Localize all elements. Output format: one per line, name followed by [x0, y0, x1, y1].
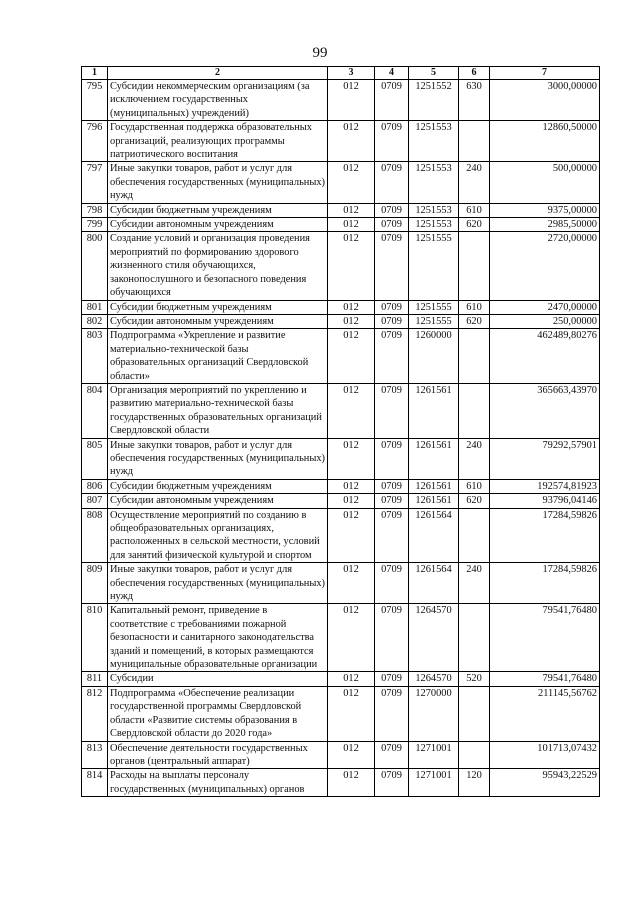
target-article-code: 1251555 — [409, 314, 459, 328]
target-article-code: 1264570 — [409, 604, 459, 672]
ministry-code: 012 — [328, 232, 375, 300]
expense-name: Капитальный ремонт, приведение в соответствие с требованиями пожарной безопасности и санитарного законодательства зданий и помещений, в которых размещаются муниципальные образовательные организации — [108, 604, 328, 672]
expense-name: Обеспечение деятельности государственных органов (центральный аппарат) — [108, 741, 328, 769]
table-header-row — [82, 67, 600, 80]
target-article-code: 1251555 — [409, 232, 459, 300]
section-code: 0709 — [375, 438, 409, 479]
table-row — [82, 232, 600, 300]
target-article-code: 1251555 — [409, 300, 459, 314]
section-code: 0709 — [375, 314, 409, 328]
ministry-code: 012 — [328, 300, 375, 314]
ministry-code: 012 — [328, 314, 375, 328]
target-article-code: 1270000 — [409, 686, 459, 741]
section-code: 0709 — [375, 741, 409, 769]
row-number: 806 — [82, 479, 108, 493]
amount: 9375,00000 — [490, 203, 600, 217]
ministry-code: 012 — [328, 80, 375, 121]
target-article-code: 1271001 — [409, 769, 459, 797]
amount: 2470,00000 — [490, 300, 600, 314]
target-article-code: 1251552 — [409, 80, 459, 121]
section-code: 0709 — [375, 329, 409, 384]
target-article-code: 1261561 — [409, 438, 459, 479]
ministry-code: 012 — [328, 203, 375, 217]
section-code: 0709 — [375, 479, 409, 493]
expense-name: Создание условий и организация проведения мероприятий по формированию здорового жизненного стиля обучающихся, законопослушного и безопасного поведения обучающихся — [108, 232, 328, 300]
row-number: 803 — [82, 329, 108, 384]
section-code: 0709 — [375, 80, 409, 121]
section-code: 0709 — [375, 672, 409, 686]
row-number: 795 — [82, 80, 108, 121]
expense-type-code — [459, 686, 490, 741]
section-code: 0709 — [375, 686, 409, 741]
table-row — [82, 80, 600, 121]
expense-type-code: 610 — [459, 300, 490, 314]
table-row — [82, 329, 600, 384]
expense-type-code — [459, 604, 490, 672]
amount: 79541,76480 — [490, 604, 600, 672]
page-number: 99 — [312, 45, 328, 61]
expense-name: Субсидии автономным учреждениям — [108, 494, 328, 508]
section-code: 0709 — [375, 508, 409, 563]
column-header-5: 5 — [409, 67, 459, 80]
expense-name: Субсидии автономным учреждениям — [108, 314, 328, 328]
table-row — [82, 218, 600, 232]
ministry-code: 012 — [328, 672, 375, 686]
expense-name: Субсидии бюджетным учреждениям — [108, 300, 328, 314]
section-code: 0709 — [375, 300, 409, 314]
ministry-code: 012 — [328, 508, 375, 563]
ministry-code: 012 — [328, 769, 375, 797]
section-code: 0709 — [375, 563, 409, 604]
section-code: 0709 — [375, 203, 409, 217]
expense-name: Подпрограмма «Укрепление и развитие материально-технической базы образовательных организаций Свердловской области» — [108, 329, 328, 384]
amount: 2720,00000 — [490, 232, 600, 300]
row-number: 800 — [82, 232, 108, 300]
target-article-code: 1261561 — [409, 479, 459, 493]
target-article-code: 1271001 — [409, 741, 459, 769]
table-row — [82, 438, 600, 479]
section-code: 0709 — [375, 494, 409, 508]
target-article-code: 1261564 — [409, 563, 459, 604]
section-code: 0709 — [375, 769, 409, 797]
column-header-2: 2 — [108, 67, 328, 80]
expense-name: Иные закупки товаров, работ и услуг для обеспечения государственных (муниципальных) нужд — [108, 162, 328, 203]
expense-name: Иные закупки товаров, работ и услуг для обеспечения государственных (муниципальных) нужд — [108, 563, 328, 604]
ministry-code: 012 — [328, 383, 375, 438]
table-row — [82, 494, 600, 508]
amount: 211145,56762 — [490, 686, 600, 741]
table-body — [82, 80, 600, 797]
expense-type-code: 620 — [459, 494, 490, 508]
expense-type-code: 630 — [459, 80, 490, 121]
target-article-code: 1261561 — [409, 383, 459, 438]
amount: 192574,81923 — [490, 479, 600, 493]
column-header-4: 4 — [375, 67, 409, 80]
amount: 95943,22529 — [490, 769, 600, 797]
amount: 462489,80276 — [490, 329, 600, 384]
table-row — [82, 121, 600, 162]
expense-type-code — [459, 232, 490, 300]
table-row — [82, 479, 600, 493]
row-number: 797 — [82, 162, 108, 203]
table-row — [82, 162, 600, 203]
amount: 79541,76480 — [490, 672, 600, 686]
expense-type-code: 610 — [459, 479, 490, 493]
table-row — [82, 604, 600, 672]
row-number: 801 — [82, 300, 108, 314]
section-code: 0709 — [375, 218, 409, 232]
table-row — [82, 203, 600, 217]
ministry-code: 012 — [328, 162, 375, 203]
expense-type-code — [459, 383, 490, 438]
table-row — [82, 741, 600, 769]
amount: 93796,04146 — [490, 494, 600, 508]
expense-type-code — [459, 508, 490, 563]
amount: 3000,00000 — [490, 80, 600, 121]
expense-type-code: 240 — [459, 563, 490, 604]
expense-name: Государственная поддержка образовательных организаций, реализующих программы патриотического воспитания — [108, 121, 328, 162]
expense-type-code: 620 — [459, 314, 490, 328]
ministry-code: 012 — [328, 218, 375, 232]
row-number: 796 — [82, 121, 108, 162]
table-row — [82, 314, 600, 328]
ministry-code: 012 — [328, 121, 375, 162]
column-header-1: 1 — [82, 67, 108, 80]
ministry-code: 012 — [328, 329, 375, 384]
ministry-code: 012 — [328, 438, 375, 479]
row-number: 814 — [82, 769, 108, 797]
row-number: 802 — [82, 314, 108, 328]
section-code: 0709 — [375, 121, 409, 162]
row-number: 808 — [82, 508, 108, 563]
ministry-code: 012 — [328, 479, 375, 493]
row-number: 813 — [82, 741, 108, 769]
target-article-code: 1251553 — [409, 218, 459, 232]
amount: 12860,50000 — [490, 121, 600, 162]
amount: 250,00000 — [490, 314, 600, 328]
row-number: 799 — [82, 218, 108, 232]
expense-name: Организация мероприятий по укреплению и развитию материально-технической базы государственных образовательных организаций Свердловской области — [108, 383, 328, 438]
expense-name: Субсидии бюджетным учреждениям — [108, 203, 328, 217]
expense-type-code: 120 — [459, 769, 490, 797]
target-article-code: 1261561 — [409, 494, 459, 508]
target-article-code: 1251553 — [409, 203, 459, 217]
row-number: 804 — [82, 383, 108, 438]
expense-type-code: 520 — [459, 672, 490, 686]
section-code: 0709 — [375, 604, 409, 672]
column-header-7: 7 — [490, 67, 600, 80]
row-number: 805 — [82, 438, 108, 479]
target-article-code: 1251553 — [409, 162, 459, 203]
row-number: 807 — [82, 494, 108, 508]
table-row — [82, 686, 600, 741]
ministry-code: 012 — [328, 741, 375, 769]
expense-type-code: 240 — [459, 438, 490, 479]
table-row — [82, 508, 600, 563]
section-code: 0709 — [375, 232, 409, 300]
amount: 101713,07432 — [490, 741, 600, 769]
amount: 79292,57901 — [490, 438, 600, 479]
expense-name: Иные закупки товаров, работ и услуг для обеспечения государственных (муниципальных) нужд — [108, 438, 328, 479]
budget-table — [81, 66, 600, 797]
expense-name: Субсидии — [108, 672, 328, 686]
target-article-code: 1261564 — [409, 508, 459, 563]
target-article-code: 1264570 — [409, 672, 459, 686]
row-number: 812 — [82, 686, 108, 741]
row-number: 811 — [82, 672, 108, 686]
ministry-code: 012 — [328, 604, 375, 672]
table-row — [82, 769, 600, 797]
row-number: 798 — [82, 203, 108, 217]
expense-type-code — [459, 121, 490, 162]
expense-name: Субсидии бюджетным учреждениям — [108, 479, 328, 493]
table-row — [82, 672, 600, 686]
amount: 500,00000 — [490, 162, 600, 203]
table-row — [82, 300, 600, 314]
target-article-code: 1251553 — [409, 121, 459, 162]
ministry-code: 012 — [328, 494, 375, 508]
expense-type-code — [459, 741, 490, 769]
expense-type-code — [459, 329, 490, 384]
expense-name: Субсидии автономным учреждениям — [108, 218, 328, 232]
row-number: 810 — [82, 604, 108, 672]
column-header-3: 3 — [328, 67, 375, 80]
section-code: 0709 — [375, 162, 409, 203]
table-row — [82, 383, 600, 438]
row-number: 809 — [82, 563, 108, 604]
expense-name: Расходы на выплаты персоналу государственных (муниципальных) органов — [108, 769, 328, 797]
amount: 365663,43970 — [490, 383, 600, 438]
expense-type-code: 620 — [459, 218, 490, 232]
table-row — [82, 563, 600, 604]
column-header-6: 6 — [459, 67, 490, 80]
section-code: 0709 — [375, 383, 409, 438]
target-article-code: 1260000 — [409, 329, 459, 384]
amount: 17284,59826 — [490, 508, 600, 563]
expense-type-code: 240 — [459, 162, 490, 203]
ministry-code: 012 — [328, 686, 375, 741]
expense-name: Подпрограмма «Обеспечение реализации государственной программы Свердловской области «Развитие системы образования в Свердловской области до 2020 года» — [108, 686, 328, 741]
amount: 17284,59826 — [490, 563, 600, 604]
expense-name: Осуществление мероприятий по созданию в общеобразовательных организациях, расположенных в сельской местности, условий для занятий физической культурой и спортом — [108, 508, 328, 563]
ministry-code: 012 — [328, 563, 375, 604]
amount: 2985,50000 — [490, 218, 600, 232]
expense-type-code: 610 — [459, 203, 490, 217]
expense-name: Субсидии некоммерческим организациям (за исключением государственных (муниципальных) учреждений) — [108, 80, 328, 121]
